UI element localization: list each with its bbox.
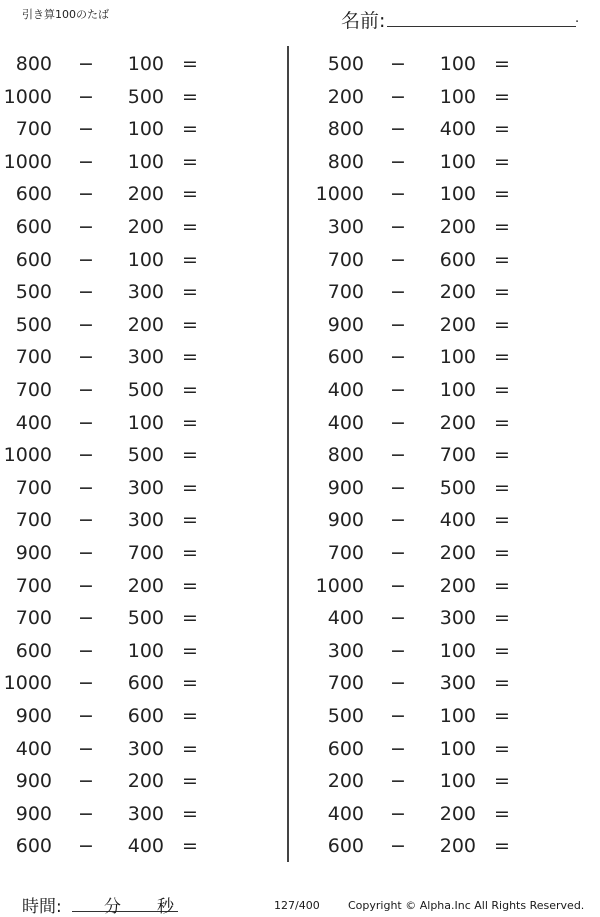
minuend: 1000 xyxy=(3,672,52,695)
equals-sign: = xyxy=(494,313,510,336)
subtrahend: 100 xyxy=(127,118,164,141)
minus-sign: − xyxy=(390,313,406,336)
equals-sign: = xyxy=(182,705,198,727)
minuend: 200 xyxy=(327,85,364,108)
subtrahend: 100 xyxy=(439,705,476,727)
problem-row xyxy=(312,473,532,503)
subtrahend: 100 xyxy=(439,150,476,173)
minuend: 800 xyxy=(15,53,52,75)
problem-row xyxy=(0,766,220,796)
equals-sign: = xyxy=(182,509,198,532)
minus-sign: − xyxy=(390,346,406,369)
minuend: 600 xyxy=(15,183,52,206)
equals-sign: = xyxy=(494,737,510,760)
minus-sign: − xyxy=(390,85,406,108)
equals-sign: = xyxy=(494,770,510,793)
minus-sign: − xyxy=(78,53,94,75)
equals-sign: = xyxy=(494,705,510,727)
subtrahend: 100 xyxy=(439,346,476,369)
problem-row xyxy=(0,277,220,307)
problem-row xyxy=(312,538,532,568)
minuend: 400 xyxy=(327,379,364,401)
subtrahend: 300 xyxy=(127,346,164,369)
subtrahend: 100 xyxy=(127,248,164,271)
minus-sign: − xyxy=(390,118,406,141)
equals-sign: = xyxy=(494,216,510,238)
subtrahend: 200 xyxy=(127,216,164,238)
problem-row xyxy=(0,571,220,601)
minuend: 1000 xyxy=(315,183,364,206)
equals-sign: = xyxy=(182,607,198,630)
equals-sign: = xyxy=(182,379,198,401)
minus-sign: − xyxy=(390,737,406,760)
minuend: 1000 xyxy=(3,150,52,173)
problem-row xyxy=(0,147,220,177)
subtrahend: 200 xyxy=(439,281,476,304)
equals-sign: = xyxy=(182,835,198,858)
minus-sign: − xyxy=(78,313,94,336)
problem-row xyxy=(312,179,532,209)
subtrahend: 100 xyxy=(439,379,476,401)
problem-row xyxy=(312,766,532,796)
minuend: 500 xyxy=(15,281,52,304)
minuend: 1000 xyxy=(3,85,52,108)
subtrahend: 200 xyxy=(439,802,476,825)
equals-sign: = xyxy=(182,770,198,793)
minus-sign: − xyxy=(78,542,94,564)
problem-row xyxy=(0,831,220,861)
problem-row xyxy=(0,408,220,438)
subtrahend: 300 xyxy=(127,802,164,825)
minus-sign: − xyxy=(78,281,94,304)
minus-sign: − xyxy=(390,411,406,434)
minuend: 800 xyxy=(327,118,364,141)
minuend: 700 xyxy=(15,574,52,597)
subtrahend: 700 xyxy=(439,444,476,467)
minus-sign: − xyxy=(78,770,94,793)
minuend: 600 xyxy=(327,835,364,858)
minus-sign: − xyxy=(390,542,406,564)
equals-sign: = xyxy=(182,411,198,434)
problem-row xyxy=(0,505,220,535)
subtrahend: 300 xyxy=(439,607,476,630)
worksheet-title: 引き算100のたば xyxy=(22,8,109,21)
problem-row xyxy=(312,734,532,764)
minus-sign: − xyxy=(390,607,406,630)
minuend: 700 xyxy=(15,346,52,369)
problem-row xyxy=(312,636,532,666)
minuend: 400 xyxy=(327,411,364,434)
equals-sign: = xyxy=(182,85,198,108)
equals-sign: = xyxy=(182,574,198,597)
minuend: 700 xyxy=(15,509,52,532)
equals-sign: = xyxy=(182,183,198,206)
minus-sign: − xyxy=(78,346,94,369)
minuend: 1000 xyxy=(3,444,52,467)
minus-sign: − xyxy=(390,705,406,727)
problem-row xyxy=(0,212,220,242)
equals-sign: = xyxy=(182,248,198,271)
subtrahend: 400 xyxy=(127,835,164,858)
minuend: 900 xyxy=(15,705,52,727)
minus-sign: − xyxy=(78,574,94,597)
subtrahend: 200 xyxy=(439,542,476,564)
minus-sign: − xyxy=(78,379,94,401)
subtrahend: 100 xyxy=(127,53,164,75)
subtrahend: 200 xyxy=(439,574,476,597)
minuend: 700 xyxy=(15,476,52,499)
subtrahend: 200 xyxy=(439,216,476,238)
equals-sign: = xyxy=(182,802,198,825)
time-label: 時間: xyxy=(22,897,62,917)
equals-sign: = xyxy=(182,444,198,467)
minuend: 700 xyxy=(327,542,364,564)
problem-row xyxy=(0,668,220,698)
minus-sign: − xyxy=(390,183,406,206)
problem-row xyxy=(312,571,532,601)
subtrahend: 200 xyxy=(127,574,164,597)
minuend: 900 xyxy=(327,509,364,532)
minuend: 1000 xyxy=(315,574,364,597)
subtrahend: 200 xyxy=(439,411,476,434)
problem-row xyxy=(0,49,220,79)
name-line-dot: . xyxy=(575,11,580,26)
minus-sign: − xyxy=(78,476,94,499)
minus-sign: − xyxy=(390,444,406,467)
minus-sign: − xyxy=(78,607,94,630)
equals-sign: = xyxy=(182,672,198,695)
problem-row xyxy=(312,49,532,79)
seconds-label: 秒 xyxy=(157,897,174,917)
subtrahend: 600 xyxy=(439,248,476,271)
subtrahend: 700 xyxy=(127,542,164,564)
subtrahend: 300 xyxy=(127,281,164,304)
equals-sign: = xyxy=(494,542,510,564)
minus-sign: − xyxy=(78,737,94,760)
minus-sign: − xyxy=(78,705,94,727)
problem-row xyxy=(312,440,532,470)
minus-sign: − xyxy=(78,639,94,662)
problem-row xyxy=(0,179,220,209)
minus-sign: − xyxy=(390,835,406,858)
minuend: 900 xyxy=(327,476,364,499)
minutes-label: 分 xyxy=(104,897,121,917)
minuend: 500 xyxy=(327,53,364,75)
equals-sign: = xyxy=(182,150,198,173)
minus-sign: − xyxy=(78,183,94,206)
subtrahend: 200 xyxy=(439,313,476,336)
minus-sign: − xyxy=(390,476,406,499)
minuend: 900 xyxy=(15,802,52,825)
equals-sign: = xyxy=(494,183,510,206)
minuend: 700 xyxy=(15,379,52,401)
equals-sign: = xyxy=(494,476,510,499)
minuend: 700 xyxy=(327,672,364,695)
subtrahend: 100 xyxy=(439,770,476,793)
page-number: 127/400 xyxy=(274,899,320,912)
minuend: 700 xyxy=(327,281,364,304)
equals-sign: = xyxy=(494,346,510,369)
equals-sign: = xyxy=(494,607,510,630)
equals-sign: = xyxy=(494,248,510,271)
minus-sign: − xyxy=(390,802,406,825)
problem-row xyxy=(312,245,532,275)
equals-sign: = xyxy=(182,346,198,369)
subtrahend: 600 xyxy=(127,672,164,695)
equals-sign: = xyxy=(494,574,510,597)
equals-sign: = xyxy=(182,53,198,75)
minuend: 300 xyxy=(327,216,364,238)
equals-sign: = xyxy=(494,150,510,173)
subtrahend: 100 xyxy=(439,737,476,760)
minus-sign: − xyxy=(390,639,406,662)
problem-row xyxy=(0,82,220,112)
subtrahend: 100 xyxy=(439,53,476,75)
problem-row xyxy=(312,342,532,372)
subtrahend: 400 xyxy=(439,118,476,141)
problem-row xyxy=(312,603,532,633)
equals-sign: = xyxy=(182,476,198,499)
problem-row xyxy=(0,473,220,503)
minus-sign: − xyxy=(390,150,406,173)
problem-row xyxy=(312,701,532,731)
equals-sign: = xyxy=(182,313,198,336)
problem-row xyxy=(0,636,220,666)
subtrahend: 500 xyxy=(127,379,164,401)
name-label: 名前: xyxy=(341,10,386,32)
minuend: 700 xyxy=(15,607,52,630)
minus-sign: − xyxy=(390,770,406,793)
minuend: 600 xyxy=(15,216,52,238)
minuend: 400 xyxy=(327,802,364,825)
minuend: 600 xyxy=(327,737,364,760)
subtrahend: 100 xyxy=(127,411,164,434)
equals-sign: = xyxy=(494,379,510,401)
problem-row xyxy=(0,310,220,340)
equals-sign: = xyxy=(494,53,510,75)
problem-row xyxy=(312,310,532,340)
equals-sign: = xyxy=(494,672,510,695)
equals-sign: = xyxy=(182,737,198,760)
problem-row xyxy=(0,538,220,568)
minuend: 800 xyxy=(327,444,364,467)
subtrahend: 100 xyxy=(127,150,164,173)
minuend: 400 xyxy=(15,411,52,434)
minus-sign: − xyxy=(78,216,94,238)
equals-sign: = xyxy=(182,542,198,564)
minus-sign: − xyxy=(78,85,94,108)
minuend: 500 xyxy=(327,705,364,727)
minus-sign: − xyxy=(390,672,406,695)
problem-row xyxy=(0,701,220,731)
minuend: 700 xyxy=(327,248,364,271)
problem-row xyxy=(0,734,220,764)
equals-sign: = xyxy=(182,639,198,662)
subtrahend: 200 xyxy=(127,183,164,206)
problem-row xyxy=(0,440,220,470)
problem-row xyxy=(312,375,532,405)
minuend: 600 xyxy=(327,346,364,369)
minuend: 200 xyxy=(327,770,364,793)
minuend: 600 xyxy=(15,248,52,271)
subtrahend: 500 xyxy=(127,85,164,108)
subtrahend: 400 xyxy=(439,509,476,532)
minuend: 800 xyxy=(327,150,364,173)
subtrahend: 500 xyxy=(127,607,164,630)
minus-sign: − xyxy=(390,379,406,401)
minuend: 700 xyxy=(15,118,52,141)
problem-row xyxy=(312,799,532,829)
problem-row xyxy=(312,212,532,242)
minuend: 600 xyxy=(15,835,52,858)
minus-sign: − xyxy=(78,509,94,532)
problem-row xyxy=(312,82,532,112)
equals-sign: = xyxy=(494,509,510,532)
subtrahend: 300 xyxy=(127,476,164,499)
equals-sign: = xyxy=(494,835,510,858)
minuend: 900 xyxy=(15,542,52,564)
subtrahend: 300 xyxy=(127,509,164,532)
problem-row xyxy=(312,147,532,177)
equals-sign: = xyxy=(494,802,510,825)
subtrahend: 500 xyxy=(439,476,476,499)
equals-sign: = xyxy=(494,85,510,108)
minus-sign: − xyxy=(78,444,94,467)
equals-sign: = xyxy=(182,281,198,304)
equals-sign: = xyxy=(494,118,510,141)
minuend: 600 xyxy=(15,639,52,662)
minuend: 500 xyxy=(15,313,52,336)
minus-sign: − xyxy=(390,509,406,532)
equals-sign: = xyxy=(494,444,510,467)
minuend: 300 xyxy=(327,639,364,662)
equals-sign: = xyxy=(182,118,198,141)
name-blank-line xyxy=(387,26,576,27)
problem-row xyxy=(0,799,220,829)
minus-sign: − xyxy=(390,53,406,75)
minus-sign: − xyxy=(78,835,94,858)
minus-sign: − xyxy=(78,248,94,271)
subtrahend: 200 xyxy=(127,770,164,793)
problem-row xyxy=(312,408,532,438)
minus-sign: − xyxy=(390,574,406,597)
equals-sign: = xyxy=(494,411,510,434)
minus-sign: − xyxy=(78,150,94,173)
minuend: 900 xyxy=(327,313,364,336)
subtrahend: 100 xyxy=(439,85,476,108)
subtrahend: 100 xyxy=(439,639,476,662)
subtrahend: 100 xyxy=(439,183,476,206)
minus-sign: − xyxy=(78,802,94,825)
column-divider xyxy=(287,46,289,862)
minuend: 900 xyxy=(15,770,52,793)
problem-row xyxy=(0,114,220,144)
equals-sign: = xyxy=(494,639,510,662)
minus-sign: − xyxy=(390,281,406,304)
minus-sign: − xyxy=(78,672,94,695)
copyright-notice: Copyright © Alpha.Inc All Rights Reserved. xyxy=(348,899,585,912)
subtrahend: 300 xyxy=(127,737,164,760)
minus-sign: − xyxy=(390,216,406,238)
problem-row xyxy=(0,342,220,372)
minus-sign: − xyxy=(390,248,406,271)
minus-sign: − xyxy=(78,411,94,434)
equals-sign: = xyxy=(182,216,198,238)
problem-row xyxy=(312,668,532,698)
subtrahend: 500 xyxy=(127,444,164,467)
problem-row xyxy=(0,375,220,405)
minuend: 400 xyxy=(15,737,52,760)
subtrahend: 200 xyxy=(127,313,164,336)
problem-row xyxy=(0,245,220,275)
problem-row xyxy=(312,114,532,144)
problem-row xyxy=(312,831,532,861)
subtrahend: 600 xyxy=(127,705,164,727)
problem-row xyxy=(0,603,220,633)
minuend: 400 xyxy=(327,607,364,630)
problem-row xyxy=(312,277,532,307)
problem-row xyxy=(312,505,532,535)
subtrahend: 200 xyxy=(439,835,476,858)
subtrahend: 300 xyxy=(439,672,476,695)
subtrahend: 100 xyxy=(127,639,164,662)
equals-sign: = xyxy=(494,281,510,304)
minus-sign: − xyxy=(78,118,94,141)
